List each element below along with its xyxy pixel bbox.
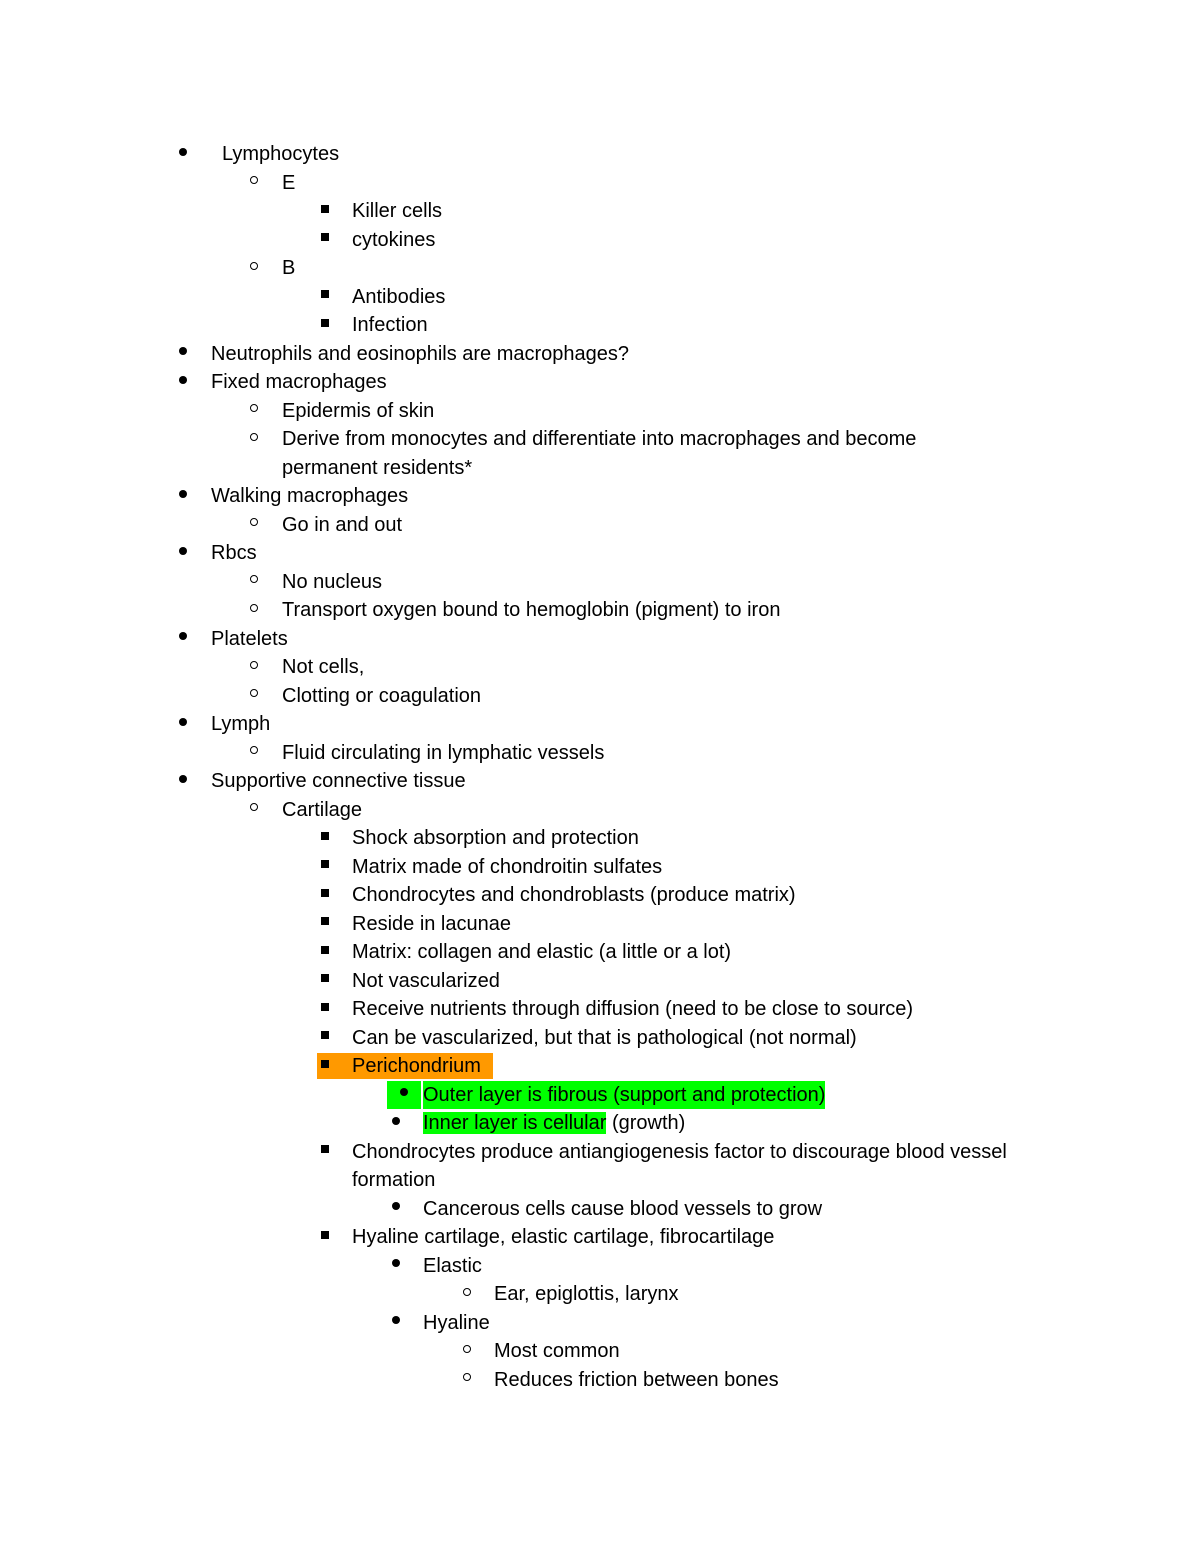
list-item (0, 1337, 1200, 1366)
disc-bullet-icon (384, 1109, 408, 1137)
item-text: Elastic (423, 1254, 482, 1277)
circle-bullet-icon (455, 1366, 479, 1394)
item-text: permanent residents* (282, 456, 473, 479)
square-bullet-icon (313, 1052, 337, 1080)
circle-bullet-icon (455, 1280, 479, 1308)
item-text: Lymph (211, 713, 271, 735)
disc-bullet-icon (171, 539, 195, 567)
square-bullet-icon (313, 910, 337, 938)
square-bullet-icon (313, 853, 337, 881)
list-item (0, 767, 1200, 796)
square-bullet-icon (313, 938, 337, 966)
circle-bullet-icon (242, 397, 266, 425)
item-text: No nucleus (282, 570, 383, 593)
list-item (0, 881, 1200, 910)
circle-bullet-icon (242, 568, 266, 596)
disc-bullet-icon (171, 710, 195, 738)
item-text: Shock absorption and protection (352, 827, 639, 849)
item-text-highlighted: Outer layer is fibrous (support and protection) (423, 1081, 825, 1109)
item-text: Rbcs (211, 542, 257, 564)
item-text: Chondrocytes and chondroblasts (produce matrix) (352, 884, 796, 906)
item-text: Hyaline cartilage, elastic cartilage, fibrocartilage (352, 1226, 775, 1248)
item-text: Cartilage (282, 798, 363, 821)
list-item (0, 340, 1200, 369)
list-item (0, 739, 1200, 768)
circle-bullet-icon (455, 1337, 479, 1365)
item-text: Walking macrophages (211, 485, 409, 507)
list-item (0, 682, 1200, 711)
square-bullet-icon (313, 1138, 337, 1166)
disc-bullet-icon (171, 340, 195, 368)
item-text: Neutrophils and eosinophils are macrophages? (211, 342, 630, 365)
list-item (0, 824, 1200, 853)
item-text: Platelets (211, 627, 288, 650)
item-text: Hyaline (423, 1311, 490, 1334)
list-item (0, 967, 1200, 996)
list-item (0, 710, 1200, 739)
item-text: Epidermis of skin (282, 399, 435, 422)
item-text: Chondrocytes produce antiangiogenesis factor to discourage blood vessel (352, 1140, 1007, 1163)
list-item (0, 653, 1200, 682)
item-text: Killer cells (352, 200, 443, 222)
item-text: Transport oxygen bound to hemoglobin (pigment) to iron (282, 599, 781, 621)
list-item (0, 995, 1200, 1024)
list-item (0, 283, 1200, 312)
item-text: Reside in lacunae (352, 912, 511, 935)
list-item (0, 1223, 1200, 1252)
circle-bullet-icon (242, 796, 266, 824)
square-bullet-icon (313, 283, 337, 311)
item-text: Antibodies (352, 285, 446, 308)
list-item (0, 226, 1200, 255)
item-text: E (282, 171, 296, 194)
list-item (0, 1081, 1200, 1110)
circle-bullet-icon (242, 596, 266, 624)
circle-bullet-icon (242, 254, 266, 282)
item-text: cytokines (352, 228, 436, 251)
square-bullet-icon (313, 226, 337, 254)
item-text: Clotting or coagulation (282, 684, 482, 707)
item-text: formation (352, 1169, 436, 1191)
item-text: Ear, epiglottis, larynx (494, 1283, 679, 1305)
list-item (0, 511, 1200, 540)
item-text: Reduces friction between bones (494, 1368, 779, 1391)
list-item (0, 1195, 1200, 1224)
item-text: Fixed macrophages (211, 371, 387, 393)
item-text: B (282, 257, 296, 279)
list-item (0, 368, 1200, 397)
list-item (0, 1280, 1200, 1309)
disc-bullet-icon (171, 482, 195, 510)
list-item (0, 1309, 1200, 1338)
item-text: Derive from monocytes and differentiate into macrophages and become (282, 428, 917, 450)
disc-bullet-icon (171, 368, 195, 396)
item-text (423, 1109, 685, 1137)
item-text: Perichondrium (352, 1055, 481, 1077)
disc-bullet-icon (387, 1081, 421, 1109)
square-bullet-icon (313, 995, 337, 1023)
square-bullet-icon (313, 967, 337, 995)
list-item-highlighted (0, 1052, 1200, 1081)
list-item (0, 1024, 1200, 1053)
disc-bullet-icon (171, 767, 195, 795)
item-text: Matrix: collagen and elastic (a little or a lot) (352, 941, 732, 963)
square-bullet-icon (313, 1223, 337, 1251)
list-item (0, 910, 1200, 939)
disc-bullet-icon (171, 625, 195, 653)
circle-bullet-icon (242, 739, 266, 767)
disc-bullet-icon (171, 140, 195, 168)
item-text: Matrix made of chondroitin sulfates (352, 855, 663, 878)
item-text: Lymphocytes (222, 143, 340, 165)
square-bullet-icon (313, 1024, 337, 1052)
disc-bullet-icon (384, 1195, 408, 1223)
item-text: Not vascularized (352, 969, 500, 992)
item-text-rest: (growth) (606, 1112, 686, 1134)
square-bullet-icon (313, 824, 337, 852)
list-item (0, 796, 1200, 825)
circle-bullet-icon (242, 511, 266, 539)
item-text: Infection (352, 314, 428, 336)
item-text: Go in and out (282, 513, 403, 536)
list-item-continuation (0, 454, 1200, 483)
circle-bullet-icon (242, 653, 266, 681)
list-item (0, 938, 1200, 967)
list-item (0, 140, 1200, 169)
item-text: Fluid circulating in lymphatic vessels (282, 741, 605, 764)
item-text: Receive nutrients through diffusion (need to be close to source) (352, 998, 914, 1020)
list-item (0, 197, 1200, 226)
list-item (0, 596, 1200, 625)
list-item (0, 169, 1200, 198)
list-item-continuation (0, 1166, 1200, 1195)
item-text: Can be vascularized, but that is pathological (not normal) (352, 1026, 857, 1049)
circle-bullet-icon (242, 425, 266, 453)
list-item (0, 625, 1200, 654)
list-item (0, 539, 1200, 568)
disc-bullet-icon (384, 1252, 408, 1280)
square-bullet-icon (313, 881, 337, 909)
list-item (0, 568, 1200, 597)
list-item (0, 1252, 1200, 1281)
notes-document (0, 140, 1200, 1394)
item-text: Supportive connective tissue (211, 770, 466, 792)
square-bullet-icon (313, 197, 337, 225)
list-item (0, 1138, 1200, 1167)
list-item (0, 254, 1200, 283)
list-item (0, 853, 1200, 882)
square-bullet-icon (313, 311, 337, 339)
list-item (0, 397, 1200, 426)
circle-bullet-icon (242, 682, 266, 710)
item-text-highlighted: Inner layer is cellular (423, 1112, 607, 1134)
list-item (0, 1366, 1200, 1395)
item-text: Most common (494, 1340, 620, 1362)
list-item (0, 1109, 1200, 1138)
list-item (0, 482, 1200, 511)
item-text: Not cells, (282, 656, 365, 678)
circle-bullet-icon (242, 169, 266, 197)
list-item (0, 425, 1200, 454)
disc-bullet-icon (384, 1309, 408, 1337)
list-item (0, 311, 1200, 340)
item-text: Cancerous cells cause blood vessels to grow (423, 1197, 823, 1220)
